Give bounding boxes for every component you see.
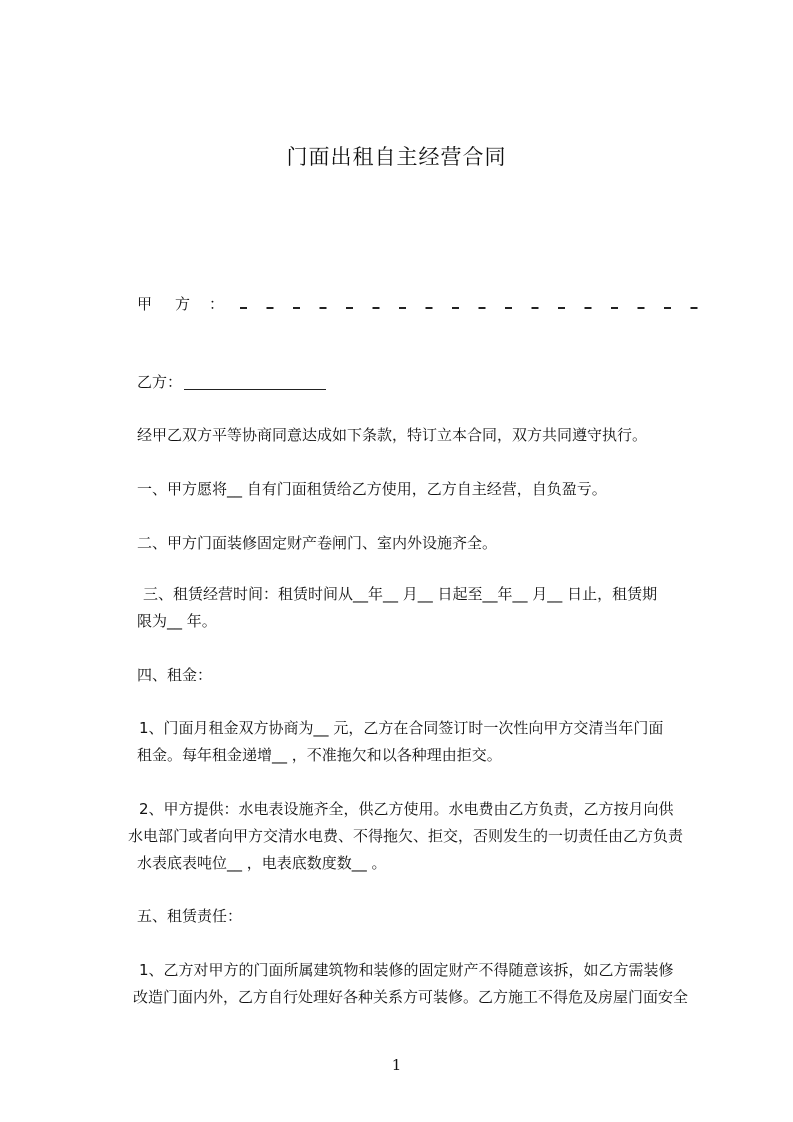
clause-3-line-1: 三、租赁经营时间：租赁时间从__年__ 月__ 日起至__年__ 月__ 日止，租赁期 [143, 585, 658, 603]
clause-4-item-1-line-1: 1、门面月租金双方协商为__ 元，乙方在合同签订时一次性向甲方交清当年门面 [139, 719, 664, 737]
clause-2: 二、甲方门面装修固定财产卷闸门、室内外设施齐全。 [137, 534, 498, 552]
clause-3-line-2: 限为__ 年。 [137, 612, 217, 630]
clause-5-item-1-line-2: 改造门面内外，乙方自行处理好各种关系方可装修。乙方施工不得危及房屋门面安全 [133, 988, 689, 1006]
clause-4-item-2-line-1: 2、甲方提供：水电表设施齐全，供乙方使用。水电费由乙方负责，乙方按月向供 [139, 800, 674, 818]
clause-5-heading: 五、租赁责任： [137, 907, 243, 925]
party-a-label-2: 方 [175, 295, 191, 313]
clause-4-item-1-line-2: 租金。每年租金递增__ ，不准拖欠和以各种理由拒交。 [137, 746, 502, 764]
intro-paragraph: 经甲乙双方平等协商同意达成如下条款，特订立本合同，双方共同遵守执行。 [137, 426, 648, 444]
clause-5-item-1-line-1: 1、乙方对甲方的门面所属建筑物和装修的固定财产不得随意该拆，如乙方需装修 [139, 961, 674, 979]
party-b-label: 乙方： [137, 373, 183, 391]
party-a-blank [240, 307, 702, 309]
clause-1: 一、甲方愿将__ 自有门面租赁给乙方使用，乙方自主经营，自负盈亏。 [137, 480, 607, 498]
clause-4-item-2-line-3: 水表底表吨位__ ，电表底数度数__ 。 [137, 854, 387, 872]
page-number: 1 [391, 1056, 402, 1074]
party-b-line [137, 372, 326, 392]
clause-4-item-2-line-2: 水电部门或者向甲方交清水电费、不得拖欠、拒交，否则发生的一切责任由乙方负责 [128, 827, 684, 845]
party-b-blank [184, 388, 326, 390]
party-a-label-1: 甲 [137, 295, 153, 313]
clause-4-heading: 四、租金： [137, 666, 213, 684]
document-title: 门面出租自主经营合同 [286, 145, 507, 169]
party-a-line [137, 293, 707, 315]
party-a-colon: ： [209, 295, 225, 313]
